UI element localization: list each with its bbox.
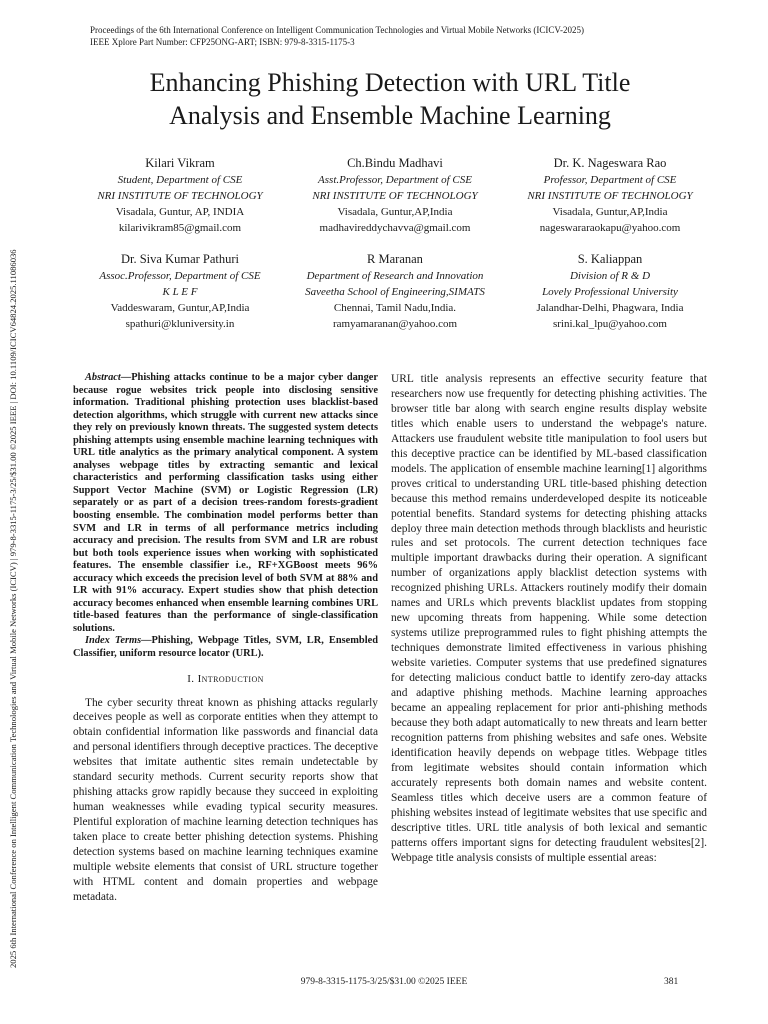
author-address: Chennai, Tamil Nadu,India.	[333, 302, 457, 314]
author-org: NRI INSTITUTE OF TECHNOLOGY	[97, 190, 263, 202]
author-block	[280, 251, 510, 332]
intro-paragraph-right: URL title analysis represents an effective security feature that researchers now use frequently for detecting phishing activities. The browser title bar along with search engine results display website titles which enable users to understand the webpage's nature. Attackers use fraudulent website title manipulation to fool users but this deceptive practice can be identified by ML-based classification models. The application of ensemble machine learning[1] algorithms proves critical to understanding URL title-based phishing detection because this method remains underdeveloped despite its noticeable potential benefits. Standard systems for detecting phishing attacks deploy three main detection methods through blacklists and heuristic rules and set protocols. The current detection techniques face multiple important drawbacks during their operation. A significant number of organizations apply blacklist detection systems with recognized phishing URLs. Attackers routinely modify their domain names and URLs which prevents blacklist updates from stopping new upcoming threats from happening. While some detection systems utilize preprogrammed rules to fight phishing attempts the techniques demonstrate limited effectiveness in various phishing website varieties. Computer systems that use predefined signatures for detecting malicious conduct battle to identify zero-day attacks and adaptive phishing methods. Machine learning approaches became an appealing replacement for prior anti-phishing methods because they both adapt automatically to new threats and learn better recognition patterns from phishing websites and safe ones. Website identification heavily depends on webpage titles. Webpage titles from legitimate websites should contain information which accurately represents both domain names and website content. Seamless titles which deceive users are a common feature of phishing websites instead of legitimate websites that use specific and descriptive titles. URL title analysis of both lexical and semantic patterns offers important signs for detecting fraudulent websites[2]. Webpage title analysis consists of multiple essential areas:	[391, 373, 707, 864]
paper-title	[60, 66, 720, 132]
author-address: Visadala, Guntur,AP,India	[337, 206, 453, 218]
author-name: Dr. K. Nageswara Rao	[553, 156, 667, 170]
side-doi-note: 2025 6th International Conference on Intelligent Communication Technologies and Virtual Mobile Networks (ICICV) | 979-8-3315-1175-3/25/$31.00 ©2025 IEEE | DOI: 10.1109/ICICV64824.2025.11086036	[8, 249, 18, 968]
abstract-text: —Phishing attacks continue to be a major cyber danger because rogue websites trick people into disclosing sensitive information. Traditional phishing protection uses blacklist-based detection algorithms, which struggle with current new attacks since they rely on previously known threats. The suggested system detects phishing attempts using ensemble machine learning techniques with URL title analytics as the primary analytical component. A system analyses webpage titles by extracting semantic and lexical characteristics and performing classification tasks using either Support Vector Machine (SVM) or Logistic Regression (LR) separately or as part of a decision trees-random forests-gradient boosting ensemble. The combination model performs better than SVM and LR in terms of all performance metrics including accuracy and precision. The results from SVM and LR are robust but both tools experience issues when working with sophisticated features. The ensemble classifier i.e., RF+XGBoost meets 96% accuracy which exceeds the precision level of both SVM at 88% and LR with 91% accuracy. Expert studies show that phish detection accuracy becomes enhanced when ensemble learning combines URL title-based features than the performance of single-classification solutions.	[73, 372, 378, 634]
author-block	[495, 155, 725, 236]
author-name: Dr. Siva Kumar Pathuri	[120, 252, 240, 266]
author-org: NRI INSTITUTE OF TECHNOLOGY	[527, 190, 693, 202]
index-terms-text: —Phishing, Webpage Titles, SVM, LR, Ensembled Classifier, uniform resource locator (URL).	[73, 635, 378, 660]
author-block	[495, 251, 725, 332]
author-role: Assoc.Professor, Department of CSE	[99, 270, 261, 282]
author-name: Ch.Bindu Madhavi	[347, 156, 443, 170]
section-number: I.	[187, 672, 195, 685]
author-email: srini.kal_lpu@yahoo.com	[552, 318, 667, 330]
left-column	[73, 372, 378, 905]
author-role: Division of R & D	[569, 270, 651, 282]
author-email: kilarivikram85@gmail.com	[118, 222, 242, 234]
author-org: NRI INSTITUTE OF TECHNOLOGY	[312, 190, 478, 202]
title-line-2: Analysis and Ensemble Machine Learning	[169, 101, 611, 130]
page-number: 381	[664, 977, 679, 987]
author-block	[65, 251, 295, 332]
conference-line: Proceedings of the 6th International Conference on Intelligent Communication Technologies and Virtual Mobile Networks (ICICV-2025)	[90, 25, 585, 35]
right-column	[391, 372, 707, 865]
abstract-label: Abstract	[85, 372, 121, 383]
author-org: Saveetha School of Engineering,SIMATS	[305, 286, 485, 298]
author-org: Lovely Professional University	[542, 286, 678, 298]
isbn-line: IEEE Xplore Part Number: CFP25ONG-ART; ISBN: 979-8-3315-1175-3	[90, 37, 355, 47]
author-role: Asst.Professor, Department of CSE	[318, 174, 472, 186]
author-address: Visadala, Guntur,AP,India	[552, 206, 668, 218]
conference-header	[90, 24, 730, 48]
author-address: Visadala, Guntur, AP, INDIA	[115, 206, 245, 218]
author-org: K L E F	[162, 286, 198, 298]
author-email: ramyamaranan@yahoo.com	[332, 318, 458, 330]
author-name: Kilari Vikram	[145, 156, 215, 170]
section-title: Introduction	[197, 672, 264, 685]
author-email: nageswararaokapu@yahoo.com	[539, 222, 681, 234]
author-address: Jalandhar-Delhi, Phagwara, India	[536, 302, 684, 314]
intro-paragraph-left: The cyber security threat known as phishing attacks regularly deceives people as well as corporate entities when they attempt to obtain confidential information like passwords and financial data and personal identifiers through deceptive practices. The deceptive websites that imitate authentic sites remain undetectable by standard security methods. Current security reports show that phishing attacks grow rapidly because they succeed in exploiting human weaknesses while evading typical security measures. Plentiful exploration of machine learning detection techniques has taken place to create better phishing detection systems. Phishing detection systems based on machine learning techniques examine multiple website elements that consist of URL structure together with HTML content and domain properties and webpage metadata.	[73, 696, 378, 903]
index-terms-label: Index Terms	[85, 635, 142, 647]
index-terms	[73, 635, 378, 660]
author-role: Professor, Department of CSE	[543, 174, 677, 186]
section-heading	[73, 672, 378, 687]
author-name: S. Kaliappan	[577, 252, 643, 266]
author-role: Student, Department of CSE	[117, 174, 243, 186]
author-email: madhavireddychavva@gmail.com	[319, 222, 471, 234]
author-name: R Maranan	[367, 252, 423, 266]
author-role: Department of Research and Innovation	[306, 270, 484, 282]
abstract	[73, 372, 378, 635]
author-block	[280, 155, 510, 236]
author-block	[65, 155, 295, 236]
author-address: Vaddeswaram, Guntur,AP,India	[110, 302, 250, 314]
side-margin	[4, 40, 24, 980]
author-email: spathuri@kluniversity.in	[125, 318, 235, 330]
footer-doi: 979-8-3315-1175-3/25/$31.00 ©2025 IEEE	[300, 977, 468, 987]
title-line-1: Enhancing Phishing Detection with URL Title	[149, 68, 631, 97]
